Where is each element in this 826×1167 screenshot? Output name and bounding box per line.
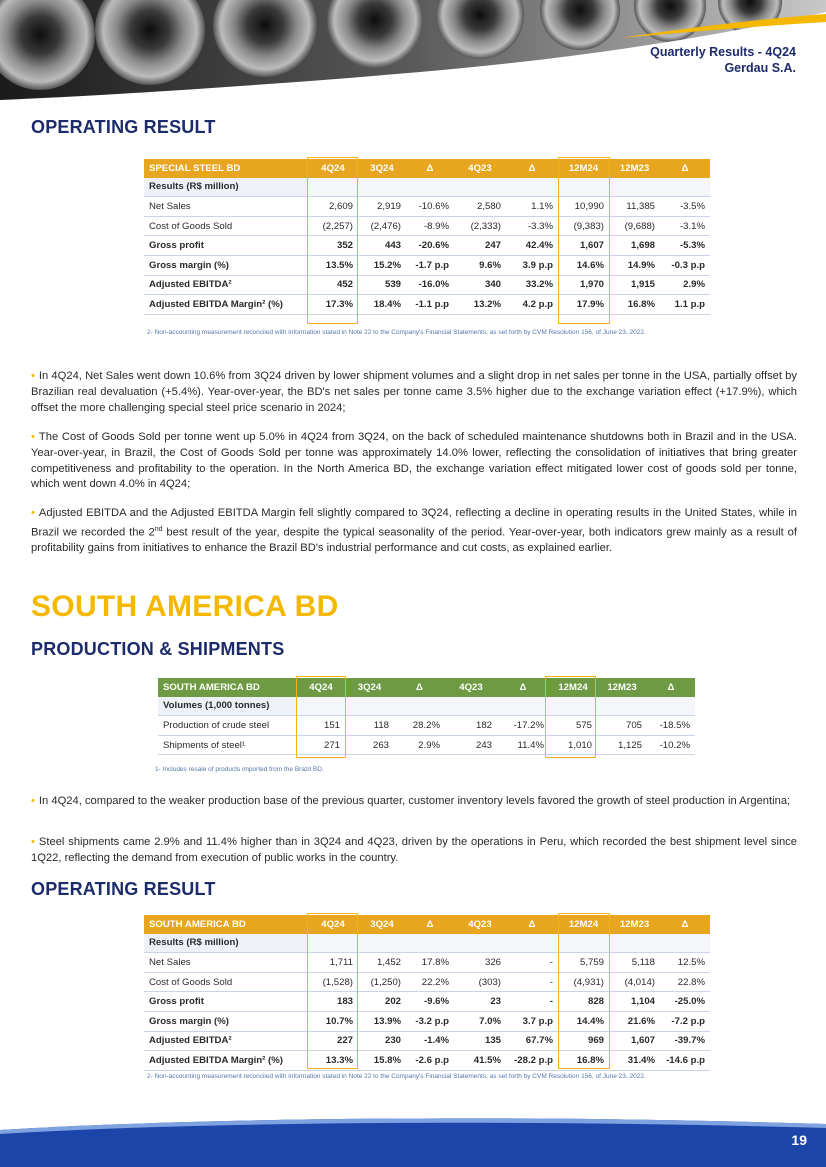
table-cell: -7.2 p.p xyxy=(660,1011,710,1031)
table-cell: 1,010 xyxy=(549,735,597,755)
subheader-label: Results (R$ million) xyxy=(144,934,308,953)
bullet-icon: • xyxy=(31,431,35,443)
table-cell: 12.5% xyxy=(660,953,710,973)
table-cell: 22.8% xyxy=(660,972,710,992)
table-row xyxy=(144,255,710,275)
table-cell: -3.1% xyxy=(660,216,710,236)
table-cell: 247 xyxy=(454,236,506,256)
table-cell: -18.5% xyxy=(647,716,695,736)
paragraph-shipments: • Steel shipments came 2.9% and 11.4% higher than in 3Q24 and 4Q23, driven by the operations in Peru, which recorded the best shipment level since 1Q22, reflecting the demand from execution of public works in the country. xyxy=(31,836,797,864)
table-row xyxy=(144,1031,710,1051)
table-cell: -10.2% xyxy=(647,735,695,755)
table-row xyxy=(158,735,695,755)
table-cell: 1,125 xyxy=(597,735,647,755)
col-header: 3Q24 xyxy=(345,678,394,697)
table-cell: 15.8% xyxy=(358,1051,406,1071)
table-cell: - xyxy=(506,953,558,973)
bullet-icon: • xyxy=(31,836,35,848)
table-cell: 31.4% xyxy=(609,1051,660,1071)
table-cell: 17.8% xyxy=(406,953,454,973)
table-cell: (1,528) xyxy=(308,972,358,992)
row-label: Adjusted EBITDA Margin² (%) xyxy=(144,295,308,315)
table-cell: 539 xyxy=(358,275,406,295)
table-cell: 326 xyxy=(454,953,506,973)
col-header: 12M24 xyxy=(558,159,609,178)
row-label: Shipments of steel¹ xyxy=(158,735,297,755)
table-cell: 13.3% xyxy=(308,1051,358,1071)
table-cell: 10.7% xyxy=(308,1011,358,1031)
table-row xyxy=(144,197,710,217)
col-header: 12M24 xyxy=(549,678,597,697)
special-steel-results-table xyxy=(144,159,710,315)
table-cell: 33.2% xyxy=(506,275,558,295)
table-row xyxy=(144,275,710,295)
table-cell: 5,759 xyxy=(558,953,609,973)
table-cell: 263 xyxy=(345,735,394,755)
table-cell: -16.0% xyxy=(406,275,454,295)
table-cell: 828 xyxy=(558,992,609,1012)
table-cell: 452 xyxy=(308,275,358,295)
paragraph-production: • In 4Q24, compared to the weaker production base of the previous quarter, customer inventory levels favored the growth of steel production in Argentina; xyxy=(31,795,791,807)
table-cell: 1,607 xyxy=(558,236,609,256)
table-cell: (4,014) xyxy=(609,972,660,992)
table-cell: 10,990 xyxy=(558,197,609,217)
table-cell: 14.6% xyxy=(558,255,609,275)
bullet-icon: • xyxy=(31,507,35,519)
table-cell: 17.3% xyxy=(308,295,358,315)
footer-wave xyxy=(0,1110,826,1167)
table-cell: -14.6 p.p xyxy=(660,1051,710,1071)
row-label: Adjusted EBITDA Margin² (%) xyxy=(144,1051,308,1071)
table-row xyxy=(144,216,710,236)
table-cell: -25.0% xyxy=(660,992,710,1012)
col-header: Δ xyxy=(394,678,445,697)
col-header: 12M24 xyxy=(558,915,609,934)
table1-footnote: 2- Non-accounting measurement reconciled with information stated in Note 22 to the Company's Financial Statements, as set forth by CVM Resolution 156, of June 23, 2022. xyxy=(147,329,646,336)
table-cell: 11,385 xyxy=(609,197,660,217)
table-cell: 1,915 xyxy=(609,275,660,295)
table-cell: 41.5% xyxy=(454,1051,506,1071)
table-header-row xyxy=(144,159,710,178)
col-header: 4Q23 xyxy=(445,678,497,697)
table-cell: (2,257) xyxy=(308,216,358,236)
table2-footnote: 1- Includes resale of products imported from the Brazil BD. xyxy=(155,766,324,773)
row-label: Adjusted EBITDA² xyxy=(144,1031,308,1051)
table-cell: 243 xyxy=(445,735,497,755)
table-cell: 28.2% xyxy=(394,716,445,736)
subheader-label: Volumes (1,000 tonnes) xyxy=(158,697,297,716)
table-subheader-row xyxy=(144,934,710,953)
table-cell: -3.5% xyxy=(660,197,710,217)
table-cell: 443 xyxy=(358,236,406,256)
table-cell: 18.4% xyxy=(358,295,406,315)
table-cell: 135 xyxy=(454,1031,506,1051)
table3-footnote: 2- Non-accounting measurement reconciled with information stated in Note 22 to the Company's Financial Statements, as set forth by CVM Resolution 156, of June 23, 2022. xyxy=(147,1073,646,1080)
col-header: 12M23 xyxy=(597,678,647,697)
col-header: Δ xyxy=(506,915,558,934)
row-label: Production of crude steel xyxy=(158,716,297,736)
subheader-label: Results (R$ million) xyxy=(144,178,308,197)
col-header: 4Q23 xyxy=(454,159,506,178)
table-cell: 13.2% xyxy=(454,295,506,315)
row-label: Gross profit xyxy=(144,992,308,1012)
table-row xyxy=(144,953,710,973)
table-cell: 11.4% xyxy=(497,735,549,755)
page-number: 19 xyxy=(791,1132,807,1148)
table-header-row xyxy=(158,678,695,697)
col-header: SPECIAL STEEL BD xyxy=(144,159,308,178)
table-cell: 13.9% xyxy=(358,1011,406,1031)
table-cell: 969 xyxy=(558,1031,609,1051)
table-row xyxy=(144,295,710,315)
table-cell: - xyxy=(506,992,558,1012)
bullet-icon: • xyxy=(31,795,35,807)
col-header: Δ xyxy=(497,678,549,697)
table-cell: (4,931) xyxy=(558,972,609,992)
col-header: SOUTH AMERICA BD xyxy=(144,915,308,934)
table-cell: 3.7 p.p xyxy=(506,1011,558,1031)
table-cell: 23 xyxy=(454,992,506,1012)
section-heading-operating-result-2: OPERATING RESULT xyxy=(31,879,216,899)
table-subheader-row xyxy=(158,697,695,716)
table-cell: 227 xyxy=(308,1031,358,1051)
table-cell: (1,250) xyxy=(358,972,406,992)
row-label: Gross profit xyxy=(144,236,308,256)
table-cell: 271 xyxy=(297,735,345,755)
col-header: Δ xyxy=(406,915,454,934)
table-cell: 1,607 xyxy=(609,1031,660,1051)
table-cell: 705 xyxy=(597,716,647,736)
table-cell: 230 xyxy=(358,1031,406,1051)
table-cell: 1,698 xyxy=(609,236,660,256)
table-cell: -20.6% xyxy=(406,236,454,256)
table-row xyxy=(144,992,710,1012)
table-subheader-row xyxy=(144,178,710,197)
section-heading-south-america: SOUTH AMERICA BD xyxy=(31,590,339,623)
section-subheading-production: PRODUCTION & SHIPMENTS xyxy=(31,639,285,659)
table-cell: (303) xyxy=(454,972,506,992)
table-cell: -9.6% xyxy=(406,992,454,1012)
table-cell: 1.1 p.p xyxy=(660,295,710,315)
row-label: Gross margin (%) xyxy=(144,255,308,275)
row-label: Cost of Goods Sold xyxy=(144,216,308,236)
table-cell: 67.7% xyxy=(506,1031,558,1051)
table-cell: 15.2% xyxy=(358,255,406,275)
table-cell: -0.3 p.p xyxy=(660,255,710,275)
col-header: 3Q24 xyxy=(358,159,406,178)
table-cell: 21.6% xyxy=(609,1011,660,1031)
table-cell: -28.2 p.p xyxy=(506,1051,558,1071)
table-cell: 16.8% xyxy=(558,1051,609,1071)
table-cell: - xyxy=(506,972,558,992)
table-cell: -17.2% xyxy=(497,716,549,736)
col-header: SOUTH AMERICA BD xyxy=(158,678,297,697)
table-row xyxy=(158,716,695,736)
row-label: Adjusted EBITDA² xyxy=(144,275,308,295)
table-cell: (2,476) xyxy=(358,216,406,236)
table-cell: 1,711 xyxy=(308,953,358,973)
col-header: 3Q24 xyxy=(358,915,406,934)
col-header: Δ xyxy=(660,915,710,934)
col-header: Δ xyxy=(660,159,710,178)
south-america-volumes-table xyxy=(158,678,695,755)
table-cell: 2.9% xyxy=(660,275,710,295)
col-header: Δ xyxy=(406,159,454,178)
table-row xyxy=(144,1051,710,1071)
table-cell: 14.4% xyxy=(558,1011,609,1031)
table-cell: -1.1 p.p xyxy=(406,295,454,315)
table-row xyxy=(144,1011,710,1031)
col-header: 4Q23 xyxy=(454,915,506,934)
table-cell: 2,580 xyxy=(454,197,506,217)
row-label: Net Sales xyxy=(144,953,308,973)
table-cell: 202 xyxy=(358,992,406,1012)
table-cell: 352 xyxy=(308,236,358,256)
table-cell: 118 xyxy=(345,716,394,736)
table-cell: -39.7% xyxy=(660,1031,710,1051)
table-cell: 3.9 p.p xyxy=(506,255,558,275)
table-cell: 16.8% xyxy=(609,295,660,315)
paragraph-adjusted-ebitda: • Adjusted EBITDA and the Adjusted EBITDA Margin fell slightly compared to 3Q24, reflecting a decline in operating results in the United States, while in Brazil we recorded the 2nd best result of the year, despite the typical seasonality of the period. Year-over-year, both indicators grew mainly as a result of profitability gains from initiatives to enhance the Brazil BD's industrial performance and cut costs, as explained earlier. xyxy=(31,507,797,555)
table-cell: 151 xyxy=(297,716,345,736)
table-cell: 42.4% xyxy=(506,236,558,256)
row-label: Net Sales xyxy=(144,197,308,217)
table-cell: 340 xyxy=(454,275,506,295)
report-title: Quarterly Results - 4Q24 xyxy=(650,45,796,59)
col-header: 12M23 xyxy=(609,915,660,934)
section-heading-operating-result: OPERATING RESULT xyxy=(31,117,216,137)
table-cell: 17.9% xyxy=(558,295,609,315)
table-cell: 5,118 xyxy=(609,953,660,973)
bullet-icon: • xyxy=(31,370,35,382)
table-cell: -1.7 p.p xyxy=(406,255,454,275)
table-cell: (2,333) xyxy=(454,216,506,236)
table-cell: 2.9% xyxy=(394,735,445,755)
table-cell: 182 xyxy=(445,716,497,736)
table-cell: (9,383) xyxy=(558,216,609,236)
table-cell: 4.2 p.p xyxy=(506,295,558,315)
table-cell: -10.6% xyxy=(406,197,454,217)
col-header: 4Q24 xyxy=(297,678,345,697)
company-name: Gerdau S.A. xyxy=(724,61,796,75)
table-cell: 7.0% xyxy=(454,1011,506,1031)
table-row xyxy=(144,972,710,992)
table-cell: (9,688) xyxy=(609,216,660,236)
table-cell: 1,970 xyxy=(558,275,609,295)
table-cell: 2,919 xyxy=(358,197,406,217)
table-cell: -8.9% xyxy=(406,216,454,236)
table-header-row xyxy=(144,915,710,934)
table-cell: 14.9% xyxy=(609,255,660,275)
document-title xyxy=(650,44,796,76)
table-cell: 1,104 xyxy=(609,992,660,1012)
table-row xyxy=(144,236,710,256)
table-cell: 575 xyxy=(549,716,597,736)
table-cell: -2.6 p.p xyxy=(406,1051,454,1071)
col-header: Δ xyxy=(647,678,695,697)
table-cell: 13.5% xyxy=(308,255,358,275)
table-cell: -3.3% xyxy=(506,216,558,236)
table-cell: 22.2% xyxy=(406,972,454,992)
table-cell: 1.1% xyxy=(506,197,558,217)
paragraph-net-sales: • In 4Q24, Net Sales went down 10.6% from 3Q24 driven by lower shipment volumes and a slight drop in net sales per tonne in the USA, partially offset by Brazilian real devaluation (+5.4%). Year-over-year, the BD's net sales per tonne came 3.5% higher due to the exchange variation effect (+17.9%), which offset the more challenging special steel price scenario in 2024; xyxy=(31,370,797,414)
row-label: Gross margin (%) xyxy=(144,1011,308,1031)
table-cell: -3.2 p.p xyxy=(406,1011,454,1031)
col-header: 4Q24 xyxy=(308,159,358,178)
table-cell: 9.6% xyxy=(454,255,506,275)
col-header: Δ xyxy=(506,159,558,178)
table-cell: 183 xyxy=(308,992,358,1012)
col-header: 12M23 xyxy=(609,159,660,178)
south-america-results-table xyxy=(144,915,710,1071)
table-cell: -5.3% xyxy=(660,236,710,256)
row-label: Cost of Goods Sold xyxy=(144,972,308,992)
table-cell: 1,452 xyxy=(358,953,406,973)
paragraph-cost-of-goods: • The Cost of Goods Sold per tonne went up 5.0% in 4Q24 from 3Q24, on the back of scheduled maintenance shutdowns both in Brazil and in the USA. Year-over-year, in Brazil, the Cost of Goods Sold per tonne was approximately 14.0% lower, reflecting the consolidation of initiatives that bring greater competitiveness and profitability to the operation. In the North America BD, the exchange variation effect mitigated lower cost of goods sold per tonne, which went down 4.0% in 4Q24; xyxy=(31,431,797,491)
col-header: 4Q24 xyxy=(308,915,358,934)
table-cell: 2,609 xyxy=(308,197,358,217)
table-cell: -1.4% xyxy=(406,1031,454,1051)
